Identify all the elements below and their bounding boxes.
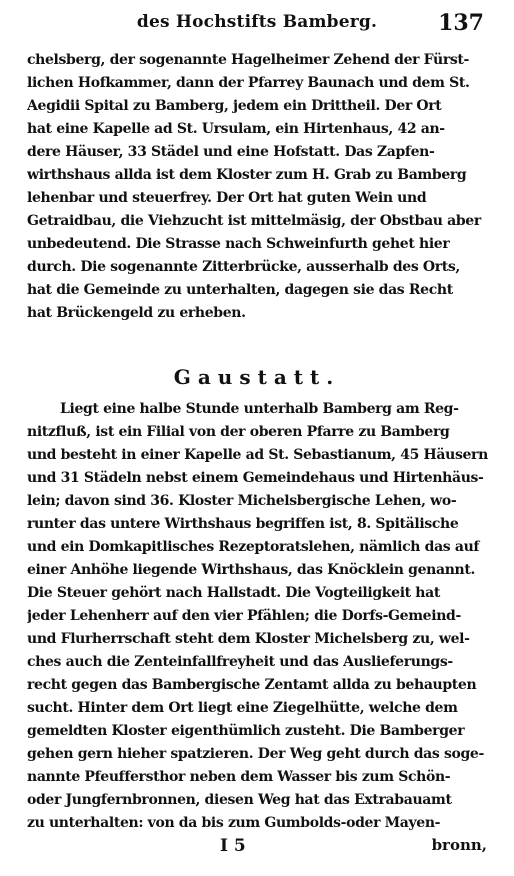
catchword: bronn, <box>431 836 487 854</box>
text-line: wirthshaus allda ist dem Kloster zum H. Grab zu Bamberg <box>27 167 467 183</box>
text-line: Liegt eine halbe Stunde unterhalb Bamberg am Reg- <box>60 401 459 417</box>
text-line: und 31 Städeln nebst einem Gemeindehaus und Hirtenhäus- <box>27 470 484 486</box>
text-line: oder Jungfernbronnen, diesen Weg hat das Extrabauamt <box>27 792 452 808</box>
signature-mark: I 5 <box>220 836 246 856</box>
text-line: sucht. Hinter dem Ort liegt eine Ziegelhütte, welche dem <box>27 700 458 716</box>
text-line: runter das untere Wirthshaus begriffen ist, 8. Spitälische <box>27 516 459 532</box>
text-line: und Flurherrschaft steht dem Kloster Michelsberg zu, wel- <box>27 631 470 647</box>
text-line: nannte Pfeuffersthor neben dem Wasser bis zum Schön- <box>27 769 451 785</box>
text-line: nitzfluß, ist ein Filial von der oberen Pfarre zu Bamberg <box>27 424 450 440</box>
section-heading: Gaustatt. <box>173 365 341 389</box>
text-line: chelsberg, der sogenannte Hagelheimer Zehend der Fürst- <box>27 52 469 68</box>
text-line: unbedeutend. Die Strasse nach Schweinfurth gehet hier <box>27 236 450 252</box>
text-line: lichen Hofkammer, dann der Pfarrey Baunach und dem St. <box>27 75 470 91</box>
text-line: ches auch die Zenteinfallfreyheit und das Auslieferungs- <box>27 654 453 670</box>
text-line: Die Steuer gehört nach Hallstadt. Die Vogteiligkeit hat <box>27 585 440 601</box>
text-line: dere Häuser, 33 Städel und eine Hofstatt. Das Zapfen- <box>27 144 435 160</box>
text-line: gemeldten Kloster eigenthümlich zusteht. Die Bamberger <box>27 723 465 739</box>
text-line: und besteht in einer Kapelle ad St. Sebastianum, 45 Häusern <box>27 447 488 463</box>
page-footer <box>0 836 514 862</box>
text-line: Getraidbau, die Viehzucht ist mittelmäsig, der Obstbau aber <box>27 213 481 229</box>
text-line: und ein Domkapitlisches Rezeptoratslehen, nämlich das auf <box>27 539 480 555</box>
text-line: jeder Lehenherr auf den vier Pfählen; die Dorfs-Gemeind- <box>27 608 461 624</box>
text-line: einer Anhöhe liegende Wirthshaus, das Knöcklein genannt. <box>27 562 475 578</box>
page-header <box>30 12 484 46</box>
text-line: gehen gern hieher spatzieren. Der Weg geht durch das soge- <box>27 746 484 762</box>
text-line: Aegidii Spital zu Bamberg, jedem ein Drittheil. Der Ort <box>27 98 442 114</box>
text-line: hat die Gemeinde zu unterhalten, dagegen sie das Recht <box>27 282 453 298</box>
page-number: 137 <box>438 10 484 36</box>
text-line: hat Brückengeld zu erheben. <box>27 305 246 321</box>
text-line: recht gegen das Bambergische Zentamt allda zu behaupten <box>27 677 477 693</box>
text-line: lehenbar und steuerfrey. Der Ort hat guten Wein und <box>27 190 427 206</box>
text-line: durch. Die sogenannte Zitterbrücke, ausserhalb des Orts, <box>27 259 460 275</box>
text-line: hat eine Kapelle ad St. Ursulam, ein Hirtenhaus, 42 an- <box>27 121 445 137</box>
text-line: zu unterhalten: von da bis zum Gumbolds-oder Mayen- <box>27 815 441 831</box>
running-title: des Hochstifts Bamberg. <box>136 12 378 32</box>
text-line: lein; davon sind 36. Kloster Michelsbergische Lehen, wo- <box>27 493 457 509</box>
